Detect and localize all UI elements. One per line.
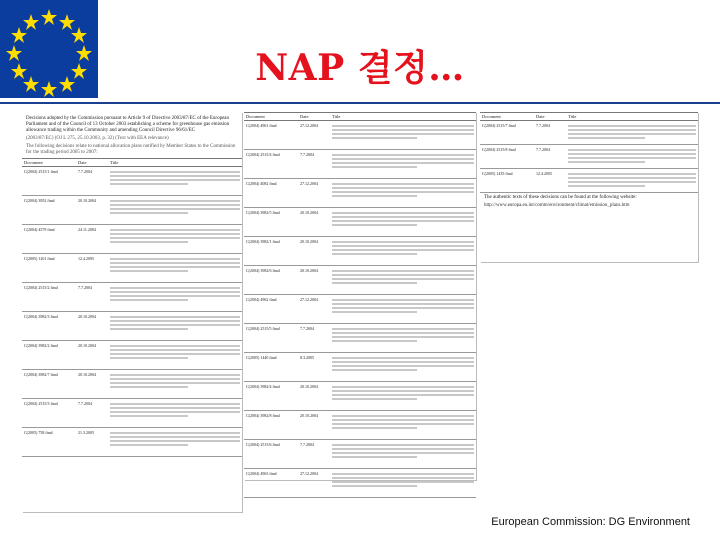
text-line-placeholder xyxy=(110,212,188,214)
text-line-placeholder xyxy=(568,157,696,159)
table-body-3 xyxy=(480,121,698,193)
text-line-placeholder xyxy=(332,423,474,425)
text-line-placeholder xyxy=(332,125,474,127)
document-number: C(2004) 4963 final xyxy=(244,469,298,498)
document-number: C(2004) 2515/5 final xyxy=(244,324,298,353)
text-line-placeholder xyxy=(110,374,240,376)
column-header-date: Date xyxy=(76,159,108,167)
text-line-placeholder xyxy=(110,287,240,289)
text-line-placeholder xyxy=(110,349,240,351)
table-row xyxy=(22,312,242,341)
document-number: C(2004) 3982/7 final xyxy=(22,370,76,399)
intro-text: Decisions adopted by the Commission pursuant to Article 9 of Directive 2003/87/EC of the European Parliament and of the Council of 13 October 2003 establishing a scheme for greenhouse gas emission allowance trading within the Community and amending Council Directive 96/61/EC xyxy=(26,116,230,133)
text-line-placeholder xyxy=(110,204,240,206)
table-row xyxy=(244,237,476,266)
table-row xyxy=(244,382,476,411)
document-date: 7.7.2004 xyxy=(76,399,108,428)
text-line-placeholder xyxy=(110,291,240,293)
table-row xyxy=(22,341,242,370)
document-title-text xyxy=(108,428,242,457)
text-line-placeholder xyxy=(110,229,240,231)
text-line-placeholder xyxy=(332,332,474,334)
text-line-placeholder xyxy=(332,241,474,243)
document-number: C(2004) 3982/5 final xyxy=(244,208,298,237)
document-title-text xyxy=(108,196,242,225)
column-header-document: Document xyxy=(22,159,76,167)
document-date: 7.7.2004 xyxy=(76,283,108,312)
document-title-text xyxy=(108,399,242,428)
text-line-placeholder xyxy=(332,137,417,139)
text-line-placeholder xyxy=(568,129,696,131)
table-row xyxy=(22,196,242,225)
column-header-date: Date xyxy=(298,113,330,121)
website-link[interactable]: http://www.europa.eu.int/comm/environment/climat/emission_plans.htm xyxy=(484,203,630,208)
document-date: 20.10.2004 xyxy=(76,341,108,370)
table-body-1 xyxy=(22,167,242,457)
text-line-placeholder xyxy=(110,262,240,264)
text-line-placeholder xyxy=(110,436,240,438)
text-line-placeholder xyxy=(110,328,188,330)
text-line-placeholder xyxy=(332,361,474,363)
document-date: 12.4.2005 xyxy=(76,254,108,283)
text-line-placeholder xyxy=(332,278,474,280)
text-line-placeholder xyxy=(332,365,474,367)
document-title-text xyxy=(108,167,242,196)
document-title-text xyxy=(330,121,476,150)
document-title-text xyxy=(108,370,242,399)
document-title-text xyxy=(330,411,476,440)
document-title-text xyxy=(330,150,476,179)
document-title-text xyxy=(566,145,698,169)
text-line-placeholder xyxy=(110,415,188,417)
table-row xyxy=(244,295,476,324)
document-date: 27.12.2004 xyxy=(298,295,330,324)
text-line-placeholder xyxy=(110,444,188,446)
text-line-placeholder xyxy=(332,336,474,338)
document-number: C(2004) 4962 final xyxy=(244,295,298,324)
text-line-placeholder xyxy=(332,311,417,313)
document-title-text xyxy=(330,324,476,353)
text-line-placeholder xyxy=(110,183,188,185)
document-title-text xyxy=(330,469,476,498)
page-title: NAP 결정… xyxy=(255,47,465,89)
text-line-placeholder xyxy=(332,299,474,301)
text-line-placeholder xyxy=(332,473,474,475)
document-intro xyxy=(22,112,242,158)
document-title-text xyxy=(108,283,242,312)
document-date: 27.12.2004 xyxy=(298,469,330,498)
text-line-placeholder xyxy=(110,266,240,268)
text-line-placeholder xyxy=(332,195,417,197)
text-line-placeholder xyxy=(332,249,474,251)
document-number: C(2004) 3982/2 final xyxy=(22,341,76,370)
text-line-placeholder xyxy=(110,407,240,409)
text-line-placeholder xyxy=(568,177,696,179)
column-header-title: Title xyxy=(330,113,476,121)
text-line-placeholder xyxy=(332,340,417,342)
text-line-placeholder xyxy=(332,224,417,226)
column-header-date: Date xyxy=(534,113,566,121)
text-line-placeholder xyxy=(332,444,474,446)
document-title-text xyxy=(108,341,242,370)
document-title-text xyxy=(330,266,476,295)
table-row xyxy=(22,167,242,196)
document-number: C(2005) 1435 final xyxy=(480,169,534,193)
text-line-placeholder xyxy=(110,258,240,260)
column-header-document: Document xyxy=(480,113,534,121)
text-line-placeholder xyxy=(110,353,240,355)
document-date: 8.3.2005 xyxy=(298,353,330,382)
text-line-placeholder xyxy=(332,253,417,255)
document-date: 7.7.2004 xyxy=(534,145,566,169)
text-line-placeholder xyxy=(332,303,474,305)
document-title-text xyxy=(330,382,476,411)
scanned-document xyxy=(22,112,698,514)
document-title-text xyxy=(330,440,476,469)
text-line-placeholder xyxy=(110,411,240,413)
text-line-placeholder xyxy=(332,183,474,185)
document-title-text xyxy=(108,225,242,254)
title-divider xyxy=(0,102,720,104)
table-body-2 xyxy=(244,121,476,498)
document-number: C(2005) 1261 final xyxy=(22,254,76,283)
document-title-text xyxy=(330,353,476,382)
website-note: The authentic texts of these decisions can be found at the following website: xyxy=(484,195,637,200)
text-line-placeholder xyxy=(332,328,474,330)
text-line-placeholder xyxy=(332,386,474,388)
document-number: C(2004) 2515/1 final xyxy=(22,167,76,196)
table-row xyxy=(22,428,242,457)
document-title-text xyxy=(330,237,476,266)
document-column-1 xyxy=(22,112,242,512)
text-line-placeholder xyxy=(110,357,188,359)
text-line-placeholder xyxy=(568,153,696,155)
document-column-2 xyxy=(244,112,476,480)
table-row xyxy=(22,399,242,428)
document-number: C(2004) 3982/4 final xyxy=(244,382,298,411)
column-header-title: Title xyxy=(108,159,242,167)
document-date: 20.10.2004 xyxy=(298,382,330,411)
document-date: 7.7.2004 xyxy=(534,121,566,145)
text-line-placeholder xyxy=(110,324,240,326)
table-row xyxy=(480,169,698,193)
table-row xyxy=(244,150,476,179)
text-line-placeholder xyxy=(568,125,696,127)
table-row xyxy=(480,145,698,169)
text-line-placeholder xyxy=(110,208,240,210)
document-number: C(2004) 3982/1 final xyxy=(244,237,298,266)
text-line-placeholder xyxy=(332,154,474,156)
document-number: C(2004) 3982/6 final xyxy=(244,266,298,295)
text-line-placeholder xyxy=(332,162,474,164)
table-row xyxy=(22,225,242,254)
column-header-title: Title xyxy=(566,113,698,121)
text-line-placeholder xyxy=(110,316,240,318)
document-date: 20.10.2004 xyxy=(298,266,330,295)
text-line-placeholder xyxy=(110,237,240,239)
text-line-placeholder xyxy=(568,173,696,175)
text-line-placeholder xyxy=(332,270,474,272)
document-date: 24.11.2004 xyxy=(76,225,108,254)
document-number: C(2004) 4082 final xyxy=(244,179,298,208)
decision-table-1 xyxy=(22,158,242,457)
document-date: 7.7.2004 xyxy=(76,167,108,196)
text-line-placeholder xyxy=(110,378,240,380)
column-header-document: Document xyxy=(244,113,298,121)
document-title-text xyxy=(108,254,242,283)
document-date: 20.10.2004 xyxy=(298,411,330,440)
document-number: C(2004) 3982/8 final xyxy=(244,411,298,440)
table-row xyxy=(22,370,242,399)
text-line-placeholder xyxy=(110,382,240,384)
text-line-placeholder xyxy=(110,200,240,202)
text-line-placeholder xyxy=(332,245,474,247)
document-number: C(2004) 4579 final xyxy=(22,225,76,254)
text-line-placeholder xyxy=(332,394,474,396)
text-line-placeholder xyxy=(110,233,240,235)
text-line-placeholder xyxy=(568,185,645,187)
document-date: 21.3.2005 xyxy=(76,428,108,457)
text-line-placeholder xyxy=(332,390,474,392)
document-number: C(2005) 1440 final xyxy=(244,353,298,382)
document-date: 12.4.2005 xyxy=(534,169,566,193)
text-line-placeholder xyxy=(568,161,645,163)
table-row xyxy=(22,254,242,283)
document-date: 7.7.2004 xyxy=(298,324,330,353)
text-line-placeholder xyxy=(332,369,417,371)
intro-reference: (2003/87/EC) (OJ L 275, 25.10.2003, p. 32) (Text with EEA relevance) xyxy=(26,136,169,141)
text-line-placeholder xyxy=(332,398,417,400)
text-line-placeholder xyxy=(110,320,240,322)
table-row xyxy=(244,121,476,150)
table-row xyxy=(244,266,476,295)
text-line-placeholder xyxy=(110,270,188,272)
table-row xyxy=(244,179,476,208)
text-line-placeholder xyxy=(332,477,474,479)
text-line-placeholder xyxy=(332,481,474,483)
text-line-placeholder xyxy=(332,158,474,160)
text-line-placeholder xyxy=(110,345,240,347)
text-line-placeholder xyxy=(332,166,417,168)
decision-table-2 xyxy=(244,112,476,498)
text-line-placeholder xyxy=(332,220,474,222)
text-line-placeholder xyxy=(332,212,474,214)
text-line-placeholder xyxy=(110,171,240,173)
document-title-text xyxy=(566,169,698,193)
table-row xyxy=(480,121,698,145)
text-line-placeholder xyxy=(332,357,474,359)
document-number: C(2004) 2515/3 final xyxy=(22,399,76,428)
table-row xyxy=(22,283,242,312)
document-title-text xyxy=(330,295,476,324)
text-line-placeholder xyxy=(110,295,240,297)
document-date: 20.10.2004 xyxy=(298,208,330,237)
document-number: C(2004) 2515/6 final xyxy=(244,440,298,469)
text-line-placeholder xyxy=(110,440,240,442)
table-row xyxy=(244,411,476,440)
text-line-placeholder xyxy=(332,419,474,421)
text-line-placeholder xyxy=(332,456,417,458)
document-number: C(2004) 2515/2 final xyxy=(22,283,76,312)
table-row xyxy=(244,324,476,353)
document-date: 20.10.2004 xyxy=(76,312,108,341)
footer-credit: European Commission: DG Environment xyxy=(491,516,690,528)
document-date: 20.10.2004 xyxy=(76,370,108,399)
document-number: C(2005) 758 final xyxy=(22,428,76,457)
document-title-text xyxy=(108,312,242,341)
text-line-placeholder xyxy=(110,299,188,301)
text-line-placeholder xyxy=(332,216,474,218)
document-number: C(2004) 3952 final xyxy=(22,196,76,225)
text-line-placeholder xyxy=(332,187,474,189)
document-date: 7.7.2004 xyxy=(298,150,330,179)
text-line-placeholder xyxy=(332,452,474,454)
text-line-placeholder xyxy=(568,133,696,135)
decision-table-3 xyxy=(480,112,698,193)
document-title-text xyxy=(330,179,476,208)
text-line-placeholder xyxy=(332,282,417,284)
text-line-placeholder xyxy=(332,133,474,135)
text-line-placeholder xyxy=(110,386,188,388)
text-line-placeholder xyxy=(332,415,474,417)
text-line-placeholder xyxy=(332,448,474,450)
text-line-placeholder xyxy=(110,403,240,405)
document-number: C(2004) 2515/8 final xyxy=(480,145,534,169)
text-line-placeholder xyxy=(332,485,417,487)
document-number: C(2004) 2515/4 final xyxy=(244,150,298,179)
text-line-placeholder xyxy=(568,137,645,139)
text-line-placeholder xyxy=(568,181,696,183)
text-line-placeholder xyxy=(110,175,240,177)
text-line-placeholder xyxy=(332,274,474,276)
document-date: 27.12.2004 xyxy=(298,179,330,208)
text-line-placeholder xyxy=(110,432,240,434)
table-row xyxy=(244,469,476,498)
intro-body: The following decisions relate to national allocation plans notified by Member States to the Commission for the trading period 2005 to 2007: xyxy=(26,144,236,155)
document-title-text xyxy=(330,208,476,237)
text-line-placeholder xyxy=(332,307,474,309)
table-row xyxy=(244,208,476,237)
text-line-placeholder xyxy=(332,427,417,429)
document-title-text xyxy=(566,121,698,145)
text-line-placeholder xyxy=(110,179,240,181)
document-column-3 xyxy=(480,112,698,262)
text-line-placeholder xyxy=(332,129,474,131)
text-line-placeholder xyxy=(332,191,474,193)
document-date: 27.12.2004 xyxy=(298,121,330,150)
document-number: C(2004) 4961 final xyxy=(244,121,298,150)
text-line-placeholder xyxy=(110,241,188,243)
document-date: 20.10.2004 xyxy=(76,196,108,225)
document-number: C(2004) 3982/3 final xyxy=(22,312,76,341)
table-row xyxy=(244,353,476,382)
text-line-placeholder xyxy=(568,149,696,151)
document-number: C(2004) 2515/7 final xyxy=(480,121,534,145)
document-date: 7.7.2004 xyxy=(298,440,330,469)
document-date: 20.10.2004 xyxy=(298,237,330,266)
table-row xyxy=(244,440,476,469)
